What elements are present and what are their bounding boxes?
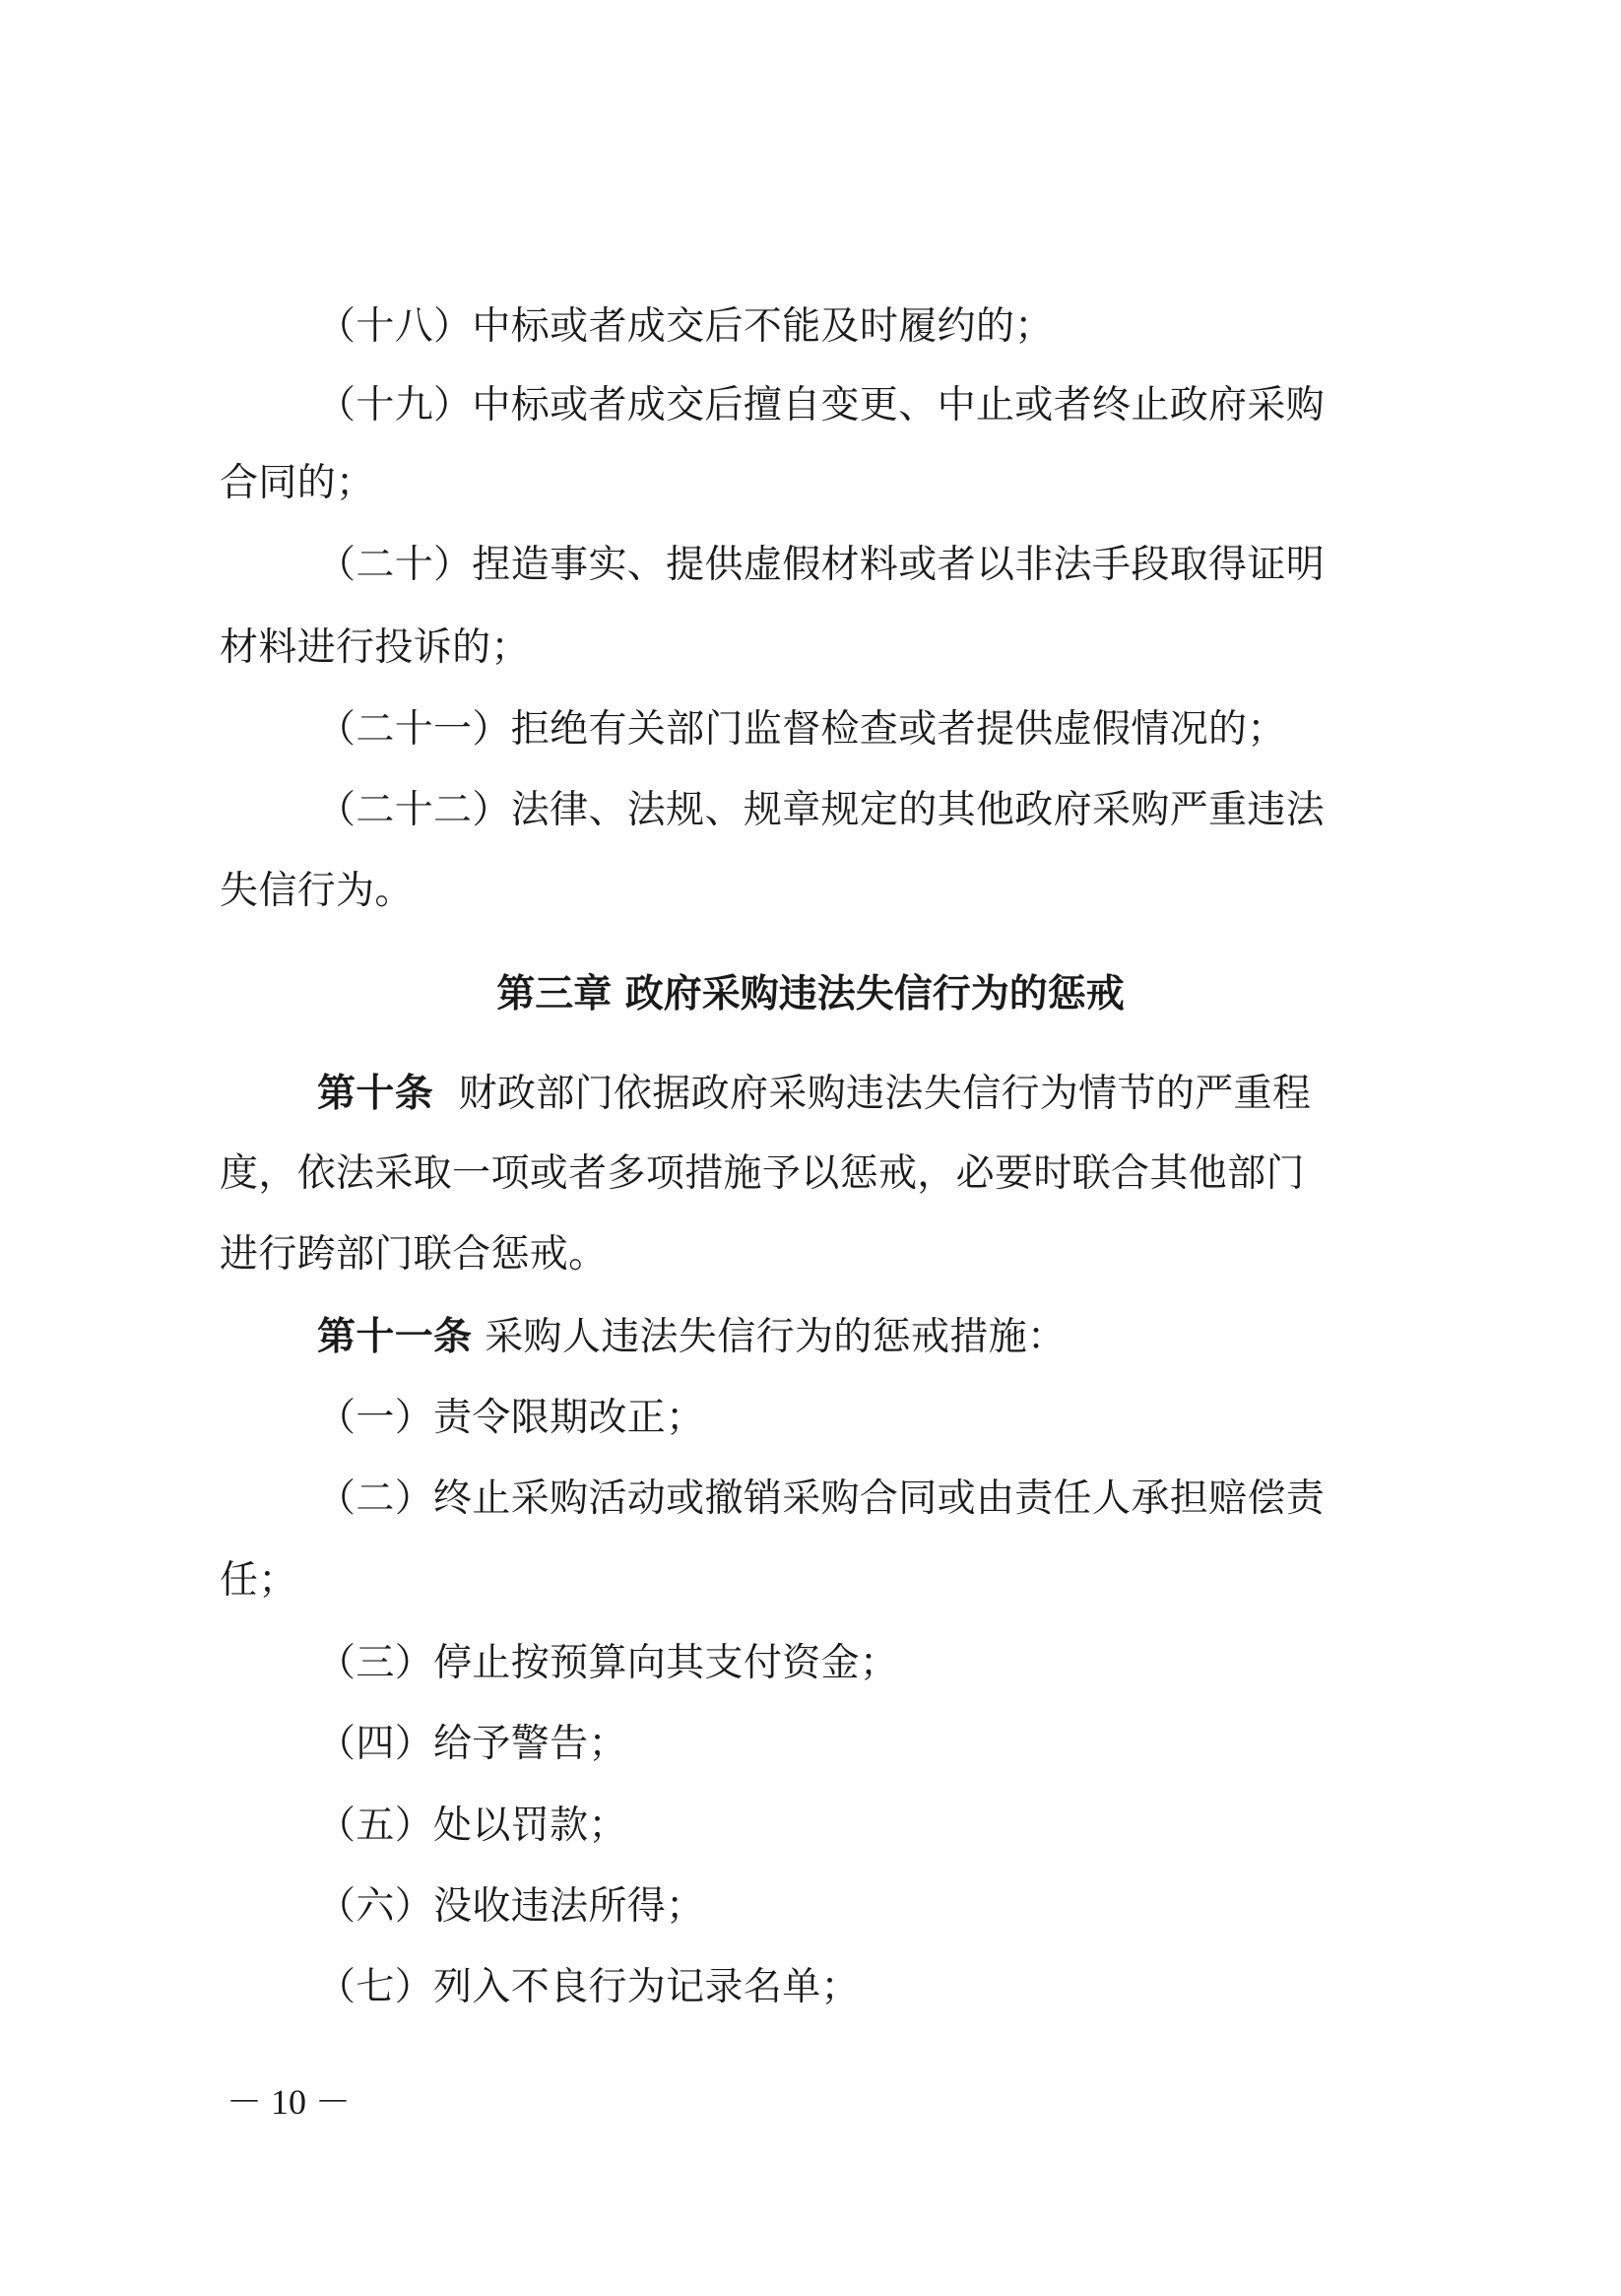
article-10-label: 第十条 (317, 1072, 434, 1116)
measure-2-line1: （二）终止采购活动或撤销采购合同或由责任人承担赔偿责 (317, 1476, 1326, 1521)
item-21: （二十一）拒绝有关部门监督检查或者提供虚假情况的； (317, 707, 1286, 752)
item-19-line1: （十九）中标或者成交后擅自变更、中止或者终止政府采购 (317, 383, 1326, 427)
item-20-line2: 材料进行投诉的； (220, 625, 530, 670)
article-11-text: 采购人违法失信行为的惩戒措施： (472, 1315, 1067, 1359)
measure-1: （一）责令限期改正； (317, 1396, 705, 1440)
measure-6: （六）没收违法所得； (317, 1884, 705, 1929)
article-11-line1 (317, 1313, 1066, 1362)
item-22-line1: （二十二）法律、法规、规章规定的其他政府采购严重违法 (317, 788, 1326, 832)
article-10-line1 (317, 1070, 1311, 1119)
article-11-label: 第十一条 (317, 1315, 473, 1359)
measure-2-line2: 任； (220, 1558, 297, 1603)
item-18: （十八）中标或者成交后不能及时履约的； (317, 304, 1054, 349)
item-22-line2: 失信行为。 (220, 869, 414, 913)
item-20-line1: （二十）捏造事实、提供虚假材料或者以非法手段取得证明 (317, 543, 1326, 587)
chapter-title: 第三章 政府采购违法失信行为的惩戒 (496, 972, 1125, 1017)
article-10-line3: 进行跨部门联合惩戒。 (220, 1232, 608, 1277)
page-number: － 10 － (227, 2082, 352, 2122)
measure-5: （五）处以罚款； (317, 1804, 627, 1848)
measure-4: （四）给予警告； (317, 1722, 627, 1766)
article-10-text: 财政部门依据政府采购违法失信行为情节的严重程 (433, 1072, 1312, 1116)
item-19-line2: 合同的； (220, 461, 375, 505)
measure-3: （三）停止按预算向其支付资金； (317, 1641, 899, 1685)
article-10-line2: 度，依法采取一项或者多项措施予以惩戒，必要时联合其他部门 (220, 1151, 1305, 1196)
measure-7: （七）列入不良行为记录名单； (317, 1965, 860, 2009)
